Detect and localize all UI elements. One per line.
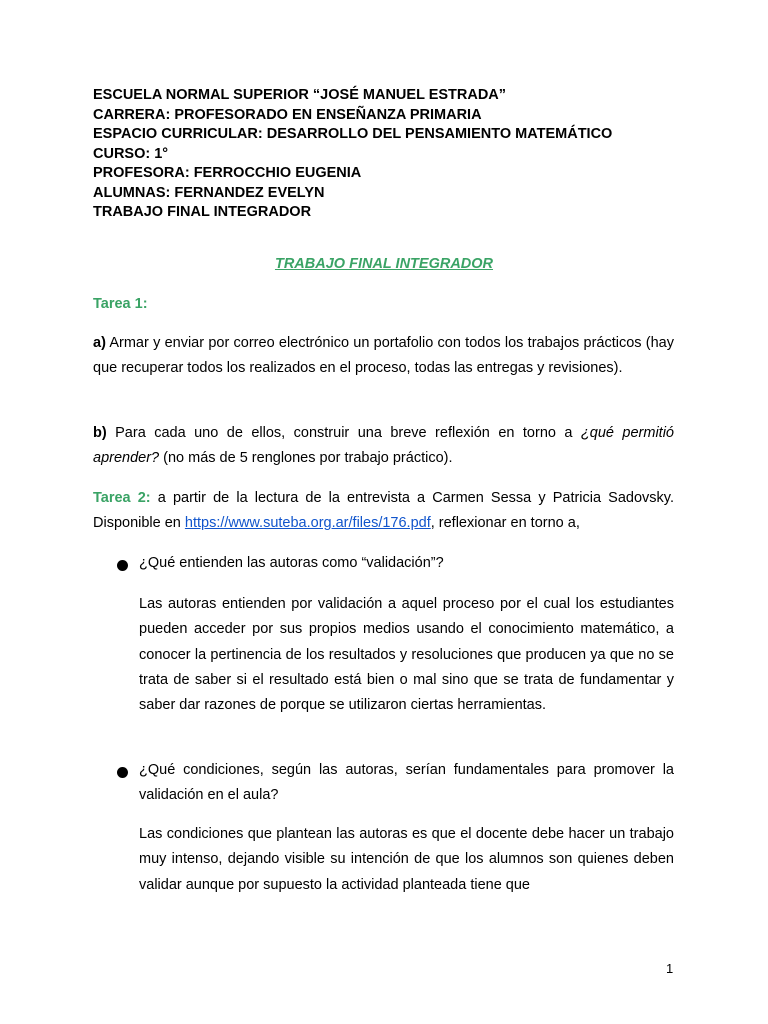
answer-2: Las condiciones que plantean las autoras es que el docente debe hacer un trabajo muy intenso, dejando visible su intención de que los alumnos son quienes deben validar aunque por supuesto la actividad planteada tiene que bbox=[139, 826, 674, 893]
item-a-label: a) bbox=[93, 335, 106, 351]
tarea1-heading: Tarea 1: bbox=[93, 296, 148, 312]
course-line: CURSO: 1° bbox=[93, 145, 169, 162]
work-line: TRABAJO FINAL INTEGRADOR bbox=[93, 204, 312, 220]
teacher-line: PROFESORA: FERROCCHIO EUGENIA bbox=[93, 165, 362, 181]
tarea1-item-a bbox=[93, 331, 674, 382]
answer-1: Las autoras entienden por validación a aquel proceso por el cual los estudiantes pueden acceder por sus propios medios usando el conocimiento matemático, a conocer la pertinencia de los resultados y resoluciones que producen ya que no se trata de saber si el resultado está bien o mal sino que se trata de fundamentar y saber dar razones de porque se utilizaron ciertas herramientas. bbox=[139, 596, 674, 714]
document-title: TRABAJO FINAL INTEGRADOR bbox=[274, 256, 494, 272]
question-1 bbox=[117, 551, 674, 576]
page-number: 1 bbox=[666, 961, 674, 976]
item-b-text-2: (no más de 5 renglones por trabajo práctico). bbox=[159, 450, 453, 467]
subject-line: ESPACIO CURRICULAR: DESARROLLO DEL PENSAMIENTO MATEMÁTICO bbox=[93, 126, 613, 142]
tarea1-item-b bbox=[93, 421, 674, 472]
tarea2-paragraph bbox=[93, 486, 674, 537]
tarea2-text-2: , reflexionar en torno a, bbox=[430, 515, 580, 532]
item-a-text: Armar y enviar por correo electrónico un portafolio con todos los trabajos prácticos (hay que recuperar todos los realizados en el proceso, todas las entregas y revisiones). bbox=[93, 335, 674, 377]
tarea2-text-1: a partir de la lectura de la entrevista a Carmen Sessa y Patricia Sadovsky. Disponible en bbox=[93, 490, 674, 532]
bullet-icon bbox=[117, 767, 128, 778]
career-line: CARRERA: PROFESORADO EN ENSEÑANZA PRIMARIA bbox=[93, 106, 482, 123]
pdf-link[interactable]: https://www.suteba.org.ar/files/176.pdf bbox=[184, 515, 431, 532]
students-line: ALUMNAS: FERNANDEZ EVELYN bbox=[93, 184, 325, 201]
question-1-text: ¿Qué entienden las autoras como “validación”? bbox=[139, 555, 444, 571]
question-2-text: ¿Qué condiciones, según las autoras, serían fundamentales para promover la validación en el aula? bbox=[139, 762, 674, 804]
school-name: ESCUELA NORMAL SUPERIOR “JOSÉ MANUEL ESTRADA” bbox=[93, 87, 507, 103]
item-b-label: b) bbox=[93, 425, 107, 441]
item-b-text-1: Para cada uno de ellos, construir una breve reflexión en torno a bbox=[106, 425, 581, 441]
item-b-italic: ¿qué permitió aprender? bbox=[93, 425, 674, 467]
document-header bbox=[93, 86, 612, 223]
tarea2-heading: Tarea 2: bbox=[93, 490, 151, 506]
bullet-icon bbox=[117, 560, 128, 571]
question-2 bbox=[117, 758, 674, 809]
